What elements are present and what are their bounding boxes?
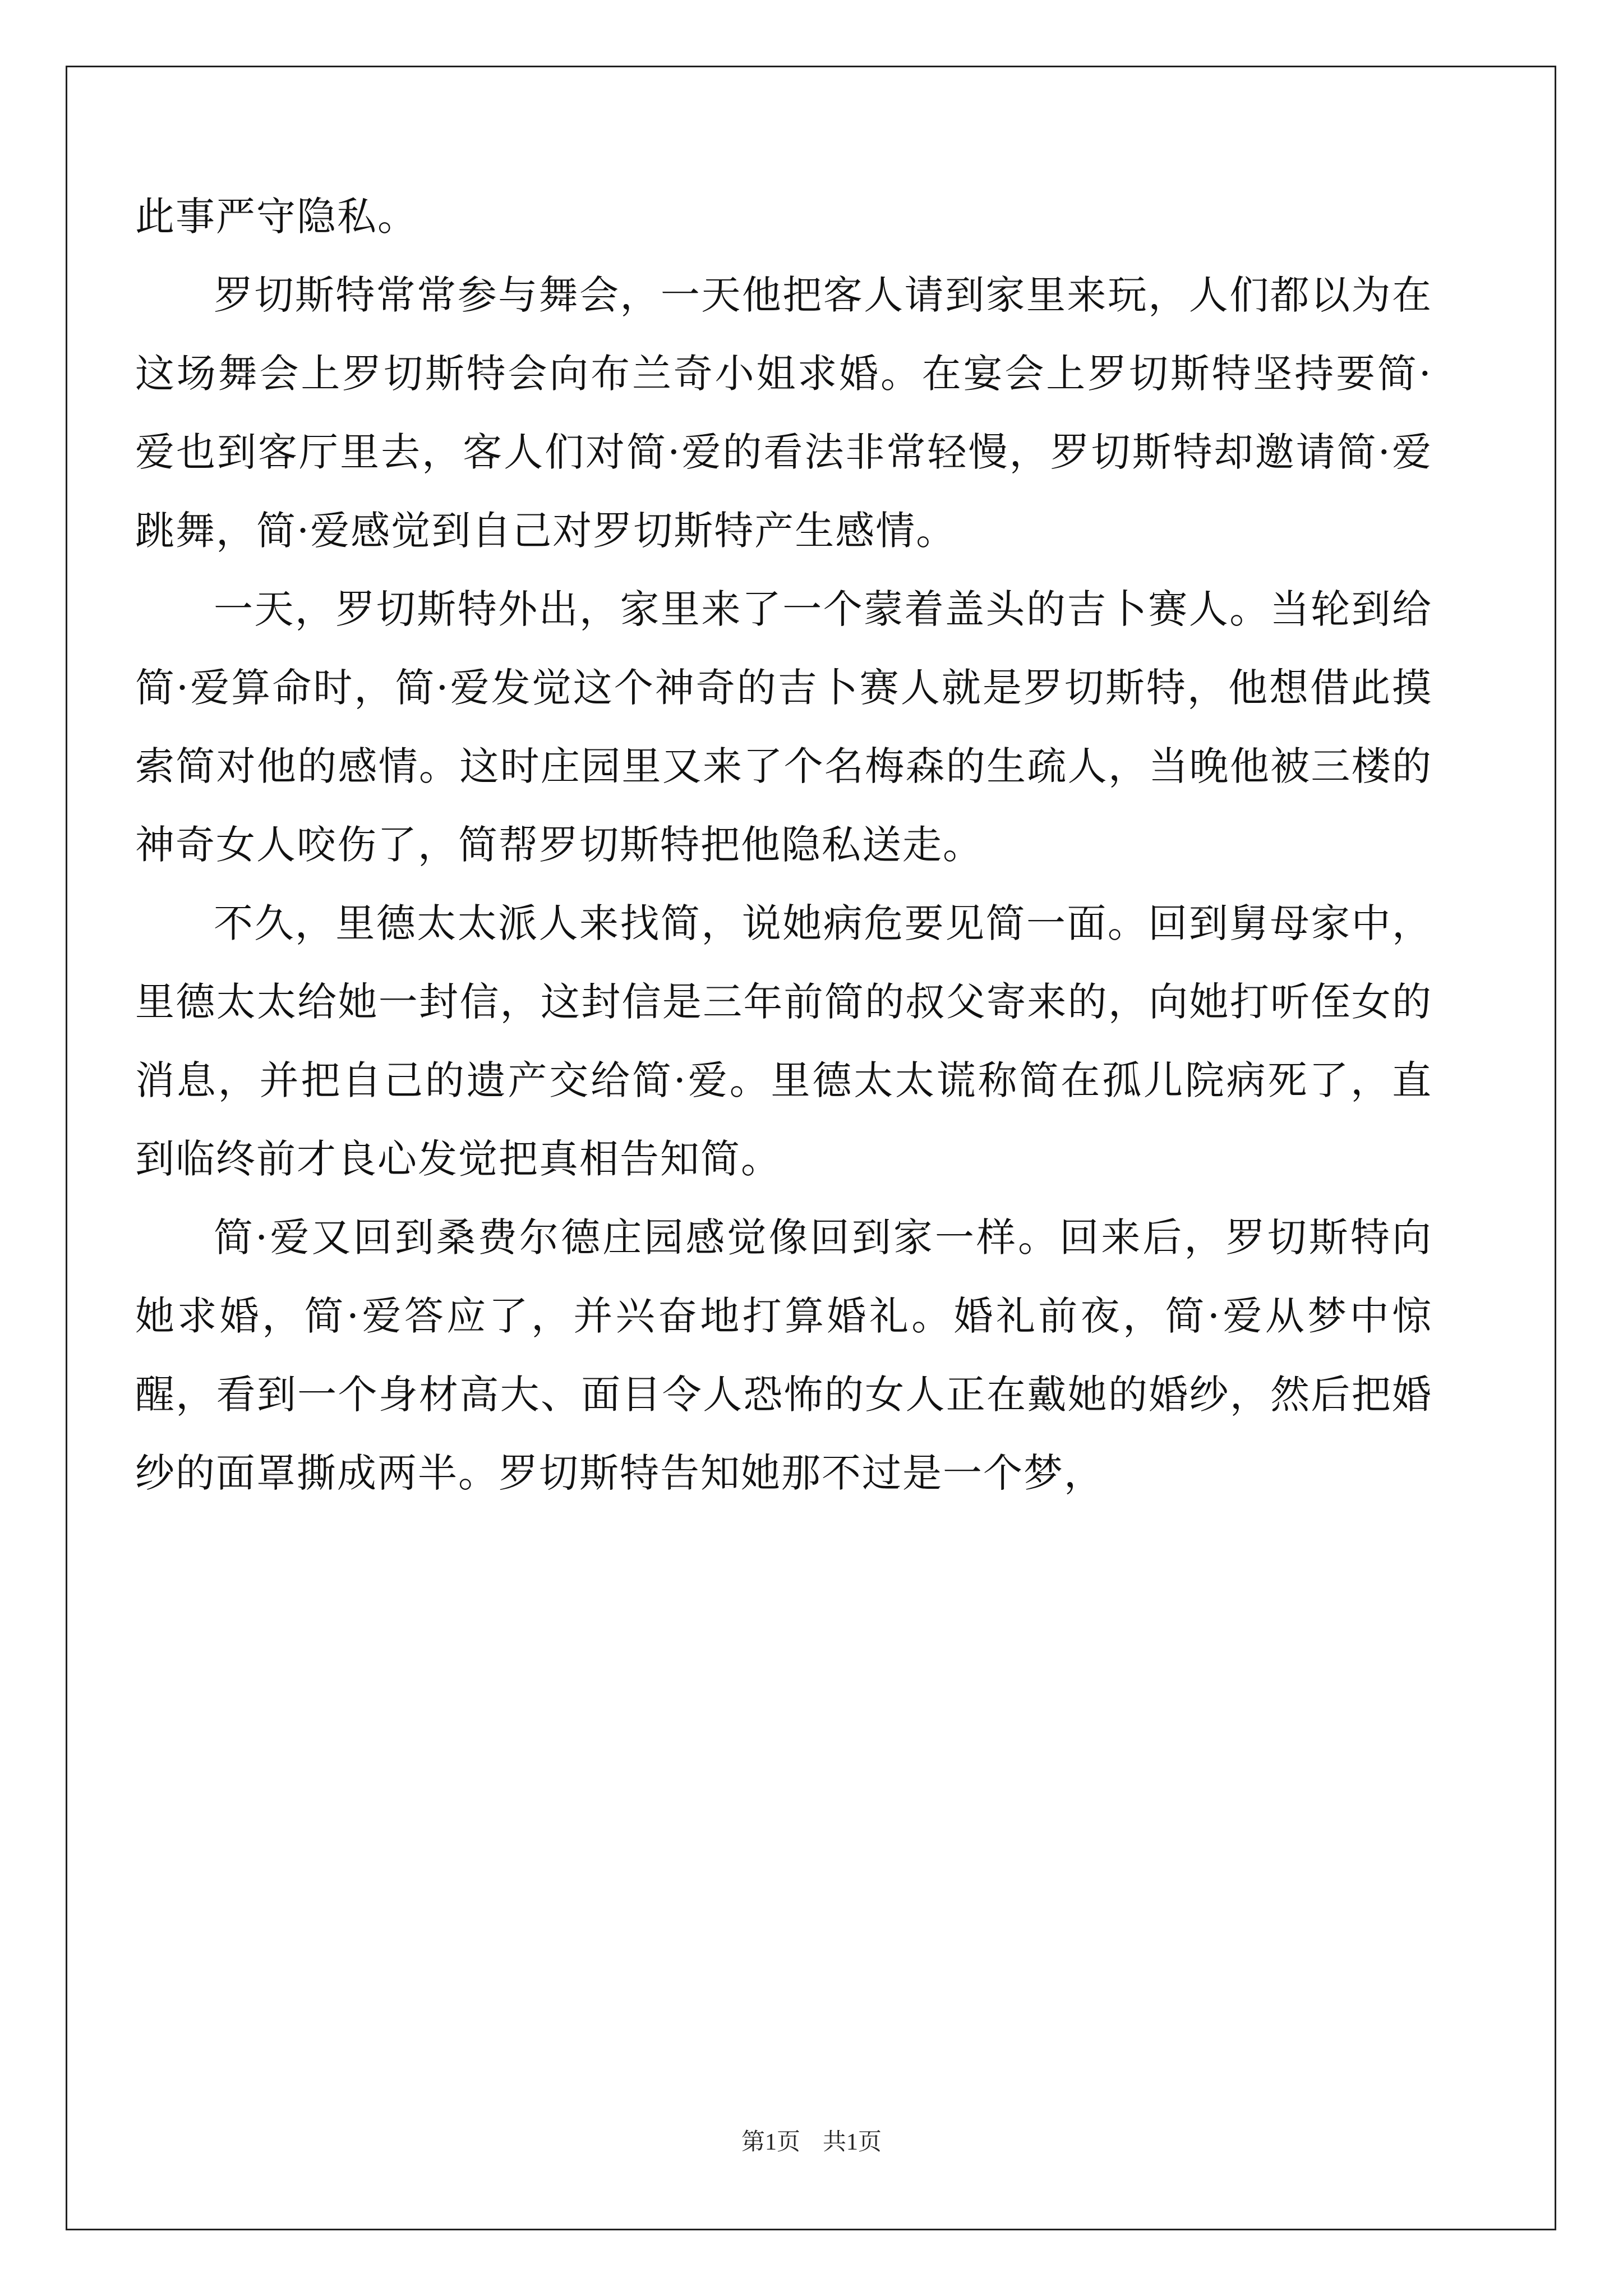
page-total: 共1页 xyxy=(823,2129,882,2155)
paragraph-2: 罗切斯特常常参与舞会，一天他把客人请到家里来玩，人们都以为在这场舞会上罗切斯特会向布兰奇小姐求婚。在宴会上罗切斯特坚持要简·爱也到客厅里去，客人们对简·爱的看法非常轻慢，罗切斯特却邀请简·爱跳舞，简·爱感觉到自己对罗切斯特产生感情。 xyxy=(135,272,1432,554)
paragraph-4: 不久，里德太太派人来找简，说她病危要见简一面。回到舅母家中，里德太太给她一封信，这封信是三年前简的叔父寄来的，向她打听侄女的消息，并把自己的遗产交给简·爱。里德太太谎称简在孤儿院病死了，直到临终前才良心发觉把真相告知简。 xyxy=(135,900,1432,1182)
paragraph-5: 简·爱又回到桑费尔德庄园感觉像回到家一样。回来后，罗切斯特向她求婚，简·爱答应了，并兴奋地打算婚礼。婚礼前夜，简·爱从梦中惊醒，看到一个身材高大、面目令人恐怖的女人正在戴她的婚纱，然后把婚纱的面罩撕成两半。罗切斯特告知她那不过是一个梦， xyxy=(135,1214,1432,1496)
document-body xyxy=(135,177,1432,1512)
paragraph-1: 此事严守隐私。 xyxy=(135,194,418,240)
page-number: 第1页 xyxy=(741,2129,800,2155)
page-footer xyxy=(0,2123,1623,2157)
paragraph-3: 一天，罗切斯特外出，家里来了一个蒙着盖头的吉卜赛人。当轮到给简·爱算命时，简·爱发觉这个神奇的吉卜赛人就是罗切斯特，他想借此摸索简对他的感情。这时庄园里又来了个名梅森的生疏人，当晚他被三楼的神奇女人咬伤了，简帮罗切斯特把他隐私送走。 xyxy=(135,586,1432,868)
